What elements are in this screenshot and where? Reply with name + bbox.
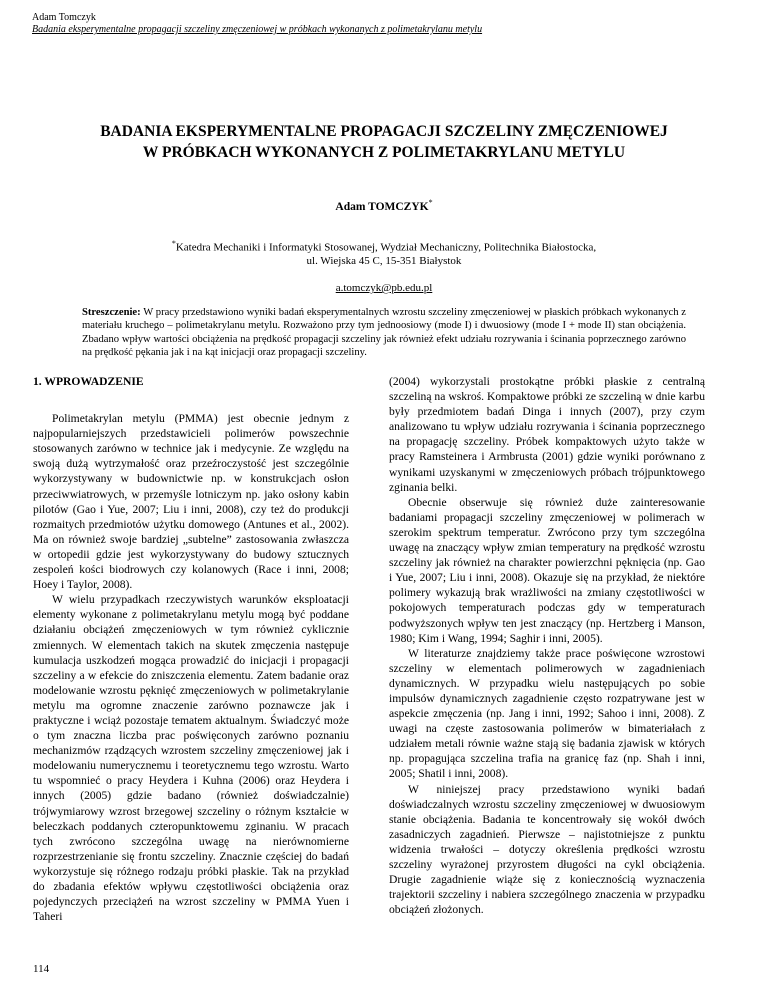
paper-title-line-1: BADANIA EKSPERYMENTALNE PROPAGACJI SZCZELINY ZMĘCZENIOWEJ [100,123,668,140]
author-email-link[interactable]: a.tomczyk@pb.edu.pl [335,282,433,294]
affiliation-line-2: ul. Wiejska 45 C, 15-351 Białystok [306,254,462,267]
left-column [33,374,349,924]
affiliation [40,237,728,268]
author-name: Adam TOMCZYK [335,200,429,213]
right-paragraph-2: Obecnie obserwuje się również duże zainteresowanie badaniami propagacji szczeliny zmęczeniowej w polimerach w szerokim spektrum temperatur. Zwrócono przy tym szczególna uwagę na znaczący wpływ zmian temperatury na prędkość wzrostu szczeliny jak również na charakter powierzchni pęknięcia (np. Gao i Yue, 2007; Liu i inni, 2008). Okazuje się na przykład, że niektóre polimery wykazują brak wrażliwości na zmiany częstotliwości w pokojowych temperaturach podczas gdy w temperaturach podwyższonych wpływ ten jest znaczący (np. Hertzberg i Manson, 1980; Kim i Wang, 1994; Saghir i inni, 2005). [389,495,705,645]
abstract [82,306,686,359]
running-header-title: Badania eksperymentalne propagacji szczeliny zmęczeniowej w próbkach wykonanych z polimetakrylanu metylu [32,24,483,35]
author-line [40,198,728,213]
author-footnote-mark: * [428,198,433,207]
right-paragraph-4: W niniejszej pracy przedstawiono wyniki badań doświadczalnych wzrostu szczeliny zmęczeniowej w dwuosiowym stanie obciążenia. Badania te koncentrowały się wokół dwóch zasadniczych zagadnień. Pierwsze – najistotniejsze z punktu widzenia trwałości – dotyczy określenia prędkości wzrostu szczeliny wyrażonej przyrostem długości na cykl obciążenia. Drugie zagadnienie wiąże się z koniecznością wyznaczenia trajektorii szczeliny i nabiera szczególnego znaczenia w przypadku obciążeń złożonych. [389,782,705,917]
affiliation-line-1: Katedra Mechaniki i Informatyki Stosowanej, Wydział Mechaniczny, Politechnika Białostocka, [175,241,597,254]
right-paragraph-1: (2004) wykorzystali prostokątne próbki płaskie z centralną szczeliną na wskroś. Kompaktowe próbki ze szczeliną w dnie karbu były przedmiotem badań Dinga i innych (2007), przy czym analizowano tu wpływ udziału rozrywania i ścinania poprzecznego na propagację szczeliny. Próbek kompaktowych użyto także w pracy Ramsteinera i Armbrusta (2001) gdzie wyniki porównano z wynikami uzyskanymi w zmęczeniowych próbach trójpunktowego zginania belki. [389,375,705,494]
section-heading: 1. WPROWADZENIE [33,375,144,388]
right-paragraph-3: W literaturze znajdziemy także prace poświęcone wzrostowi szczeliny w elementach polimerowych w zagadnieniach dynamicznych. W przypadku wielu następujących po sobie impulsów dynamicznych zagadnienie często rozpatrywane jest w aspekcie zmęczenia (np. Jang i inni, 1992; Sahoo i inni, 2008). Z uwagi na częste zastosowania polimerów w bimateriałach z udziałem metali równie ważne stają się badania zjawisk w których np. propagująca szczelina trafia na granicę faz (np. Shah i inni, 2005; Shatil i inni, 2008). [389,646,705,781]
abstract-label: Streszczenie: [82,307,141,318]
paper-title [40,121,728,163]
left-paragraph-1: Polimetakrylan metylu (PMMA) jest obecnie jednym z najpopularniejszych przedstawicieli polimerów powszechnie stosowanych zarówno w technice jak i medycynie. Ze względu na swoją dużą wytrzymałość oraz przeźroczystość jest szczególnie wykorzystywany w budownictwie np. w konstrukcjach osłon przeciwwiatrowych, w przemyśle lotniczym np. jako osłony kabin pilotów (Gao i Yue, 2007; Liu i inni, 2008), czy też do produkcji rozmaitych przedmiotów użytku domowego (Antunes et al., 2002). Ma on również swoje bardziej „subtelne” zastosowania zwłaszcza w ortopedii gdzie jest wykorzystywany do budowy sztucznych zespoleń kości biodrowych czy kolanowych (Race i inni, 2008; Hoey i Taylor, 2008). [33,412,349,592]
abstract-text: W pracy przedstawiono wyniki badań eksperymentalnych wzrostu szczeliny zmęczeniowej w płaskich próbkach wykonanych z materiału kruchego – polimetakrylanu metylu. Rozważono przy tym jednoosiowy (mode I) i dwuosiowy (mode I + mode II) stan obciążenia. Zbadano wpływ wartości obciążenia na prędkość propagacji szczeliny jak również efekt udziału rozrywania i ścinania poprzecznego zarówno na prędkość pękania jak i na kąt inicjacji oraz propagacji szczeliny. [82,307,686,358]
paper-title-line-2: W PRÓBKACH WYKONANYCH Z POLIMETAKRYLANU METYLU [142,144,626,161]
left-paragraph-2: W wielu przypadkach rzeczywistych warunków eksploatacji elementy wykonane z polimetakrylanu metylu mogą być poddane działaniu obciążeń zmęczeniowych w tym również cyklicznie zmiennych. W elementach takich na skutek zmęczenia następuje kumulacja uszkodzeń mogąca prowadzić do inicjacji i propagacji szczeliny a w efekcie do zniszczenia elementu. Zatem badanie oraz modelowanie wzrostu pęknięć zmęczeniowych w polimetakrylanie metylu ma ogromne znaczenie zarówno poznawcze jak i praktyczne i wciąż pozostaje tematem aktualnym. Świadczyć może o tym znaczna liczba prac poświęconych zarówno poznaniu mechanizmów rządzących wzrostem szczeliny zmęczeniowej jak i modelowaniu numerycznemu i teoretycznemu tego wzrostu. Warto tu wspomnieć o pracy Heydera i Kuhna (2006) oraz Heydera i innych (2005) gdzie badano (również doświadczalnie) trójwymiarowy wzrost brzegowej szczeliny o różnym kształcie w beleczkach poddanych czteropunktowemu zginaniu. W pracach tych zwrócono szczególna uwagę na nierównomierne rozprzestrzenianie się frontu szczeliny. Znacznie częściej do badań wykorzystuje się różnego rodzaju próbki płaskie. Tak na przykład do zbadania efektów wpływu częstotliwości obciążenia oraz pojedynczych przeciążeń na wzrost szczeliny w PMMA Yuen i Taheri [33,593,349,924]
running-header-author: Adam Tomczyk [32,12,96,23]
right-column [389,374,705,917]
running-header [32,12,482,36]
page-number: 114 [33,963,50,975]
affiliation-mark: * [171,239,176,248]
